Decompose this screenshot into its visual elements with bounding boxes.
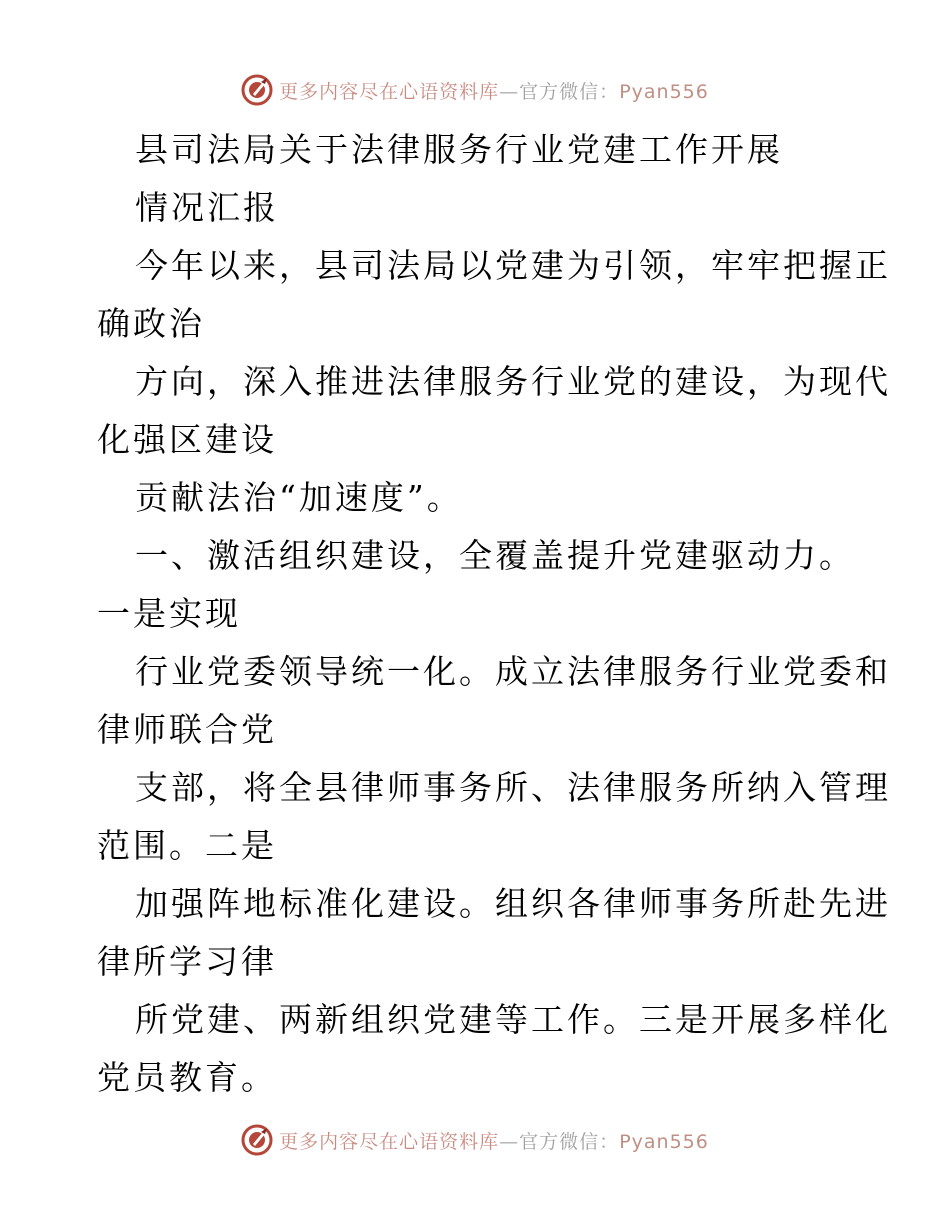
watermark-sub: 官方微信： <box>519 80 620 103</box>
footer-watermark <box>0 1122 950 1158</box>
title-line-2: 情况汇报 <box>135 188 279 227</box>
section-heading: 一、激活组织建设，全覆盖提升党建驱动力。 <box>135 536 855 575</box>
paragraph-line: 行业党委领导统一化。成立法律服务行业党委和 <box>135 652 891 691</box>
watermark-separator: — <box>499 80 520 103</box>
logo-icon <box>241 74 273 106</box>
paragraph-line: 今年以来，县司法局以党建为引领，牢牢把握正 <box>135 246 891 285</box>
paragraph-line: 确政治 <box>97 304 205 343</box>
paragraph-line: 化强区建设 <box>97 420 277 459</box>
watermark-text <box>279 77 709 104</box>
watermark-sub: 官方微信： <box>519 1130 620 1153</box>
paragraph-line: 贡献法治“加速度”。 <box>135 478 463 517</box>
paragraph-line: 所党建、两新组织党建等工作。三是开展多样化 <box>135 1000 891 1039</box>
paragraph-line: 加强阵地标准化建设。组织各律师事务所赴先进 <box>135 884 891 923</box>
title-line-1: 县司法局关于法律服务行业党建工作开展 <box>135 130 783 169</box>
paragraph-line: 支部，将全县律师事务所、法律服务所纳入管理 <box>135 768 891 807</box>
document-body <box>97 121 891 1107</box>
paragraph-line: 一是实现 <box>97 594 241 633</box>
paragraph-line: 律师联合党 <box>97 710 277 749</box>
paragraph-line: 律所学习律 <box>97 942 277 981</box>
paragraph-line: 范围。二是 <box>97 826 277 865</box>
watermark-text <box>279 1127 709 1154</box>
watermark-wechat: Pyan556 <box>619 80 709 103</box>
paragraph-line: 方向，深入推进法律服务行业党的建设，为现代 <box>135 362 891 401</box>
watermark-brand: 更多内容尽在心语资料库 <box>279 1130 500 1153</box>
paragraph-line: 党员教育。 <box>97 1058 277 1097</box>
header-watermark <box>0 72 950 108</box>
logo-icon <box>241 1124 273 1156</box>
watermark-separator: — <box>499 1130 520 1153</box>
watermark-wechat: Pyan556 <box>619 1130 709 1153</box>
watermark-brand: 更多内容尽在心语资料库 <box>279 80 500 103</box>
